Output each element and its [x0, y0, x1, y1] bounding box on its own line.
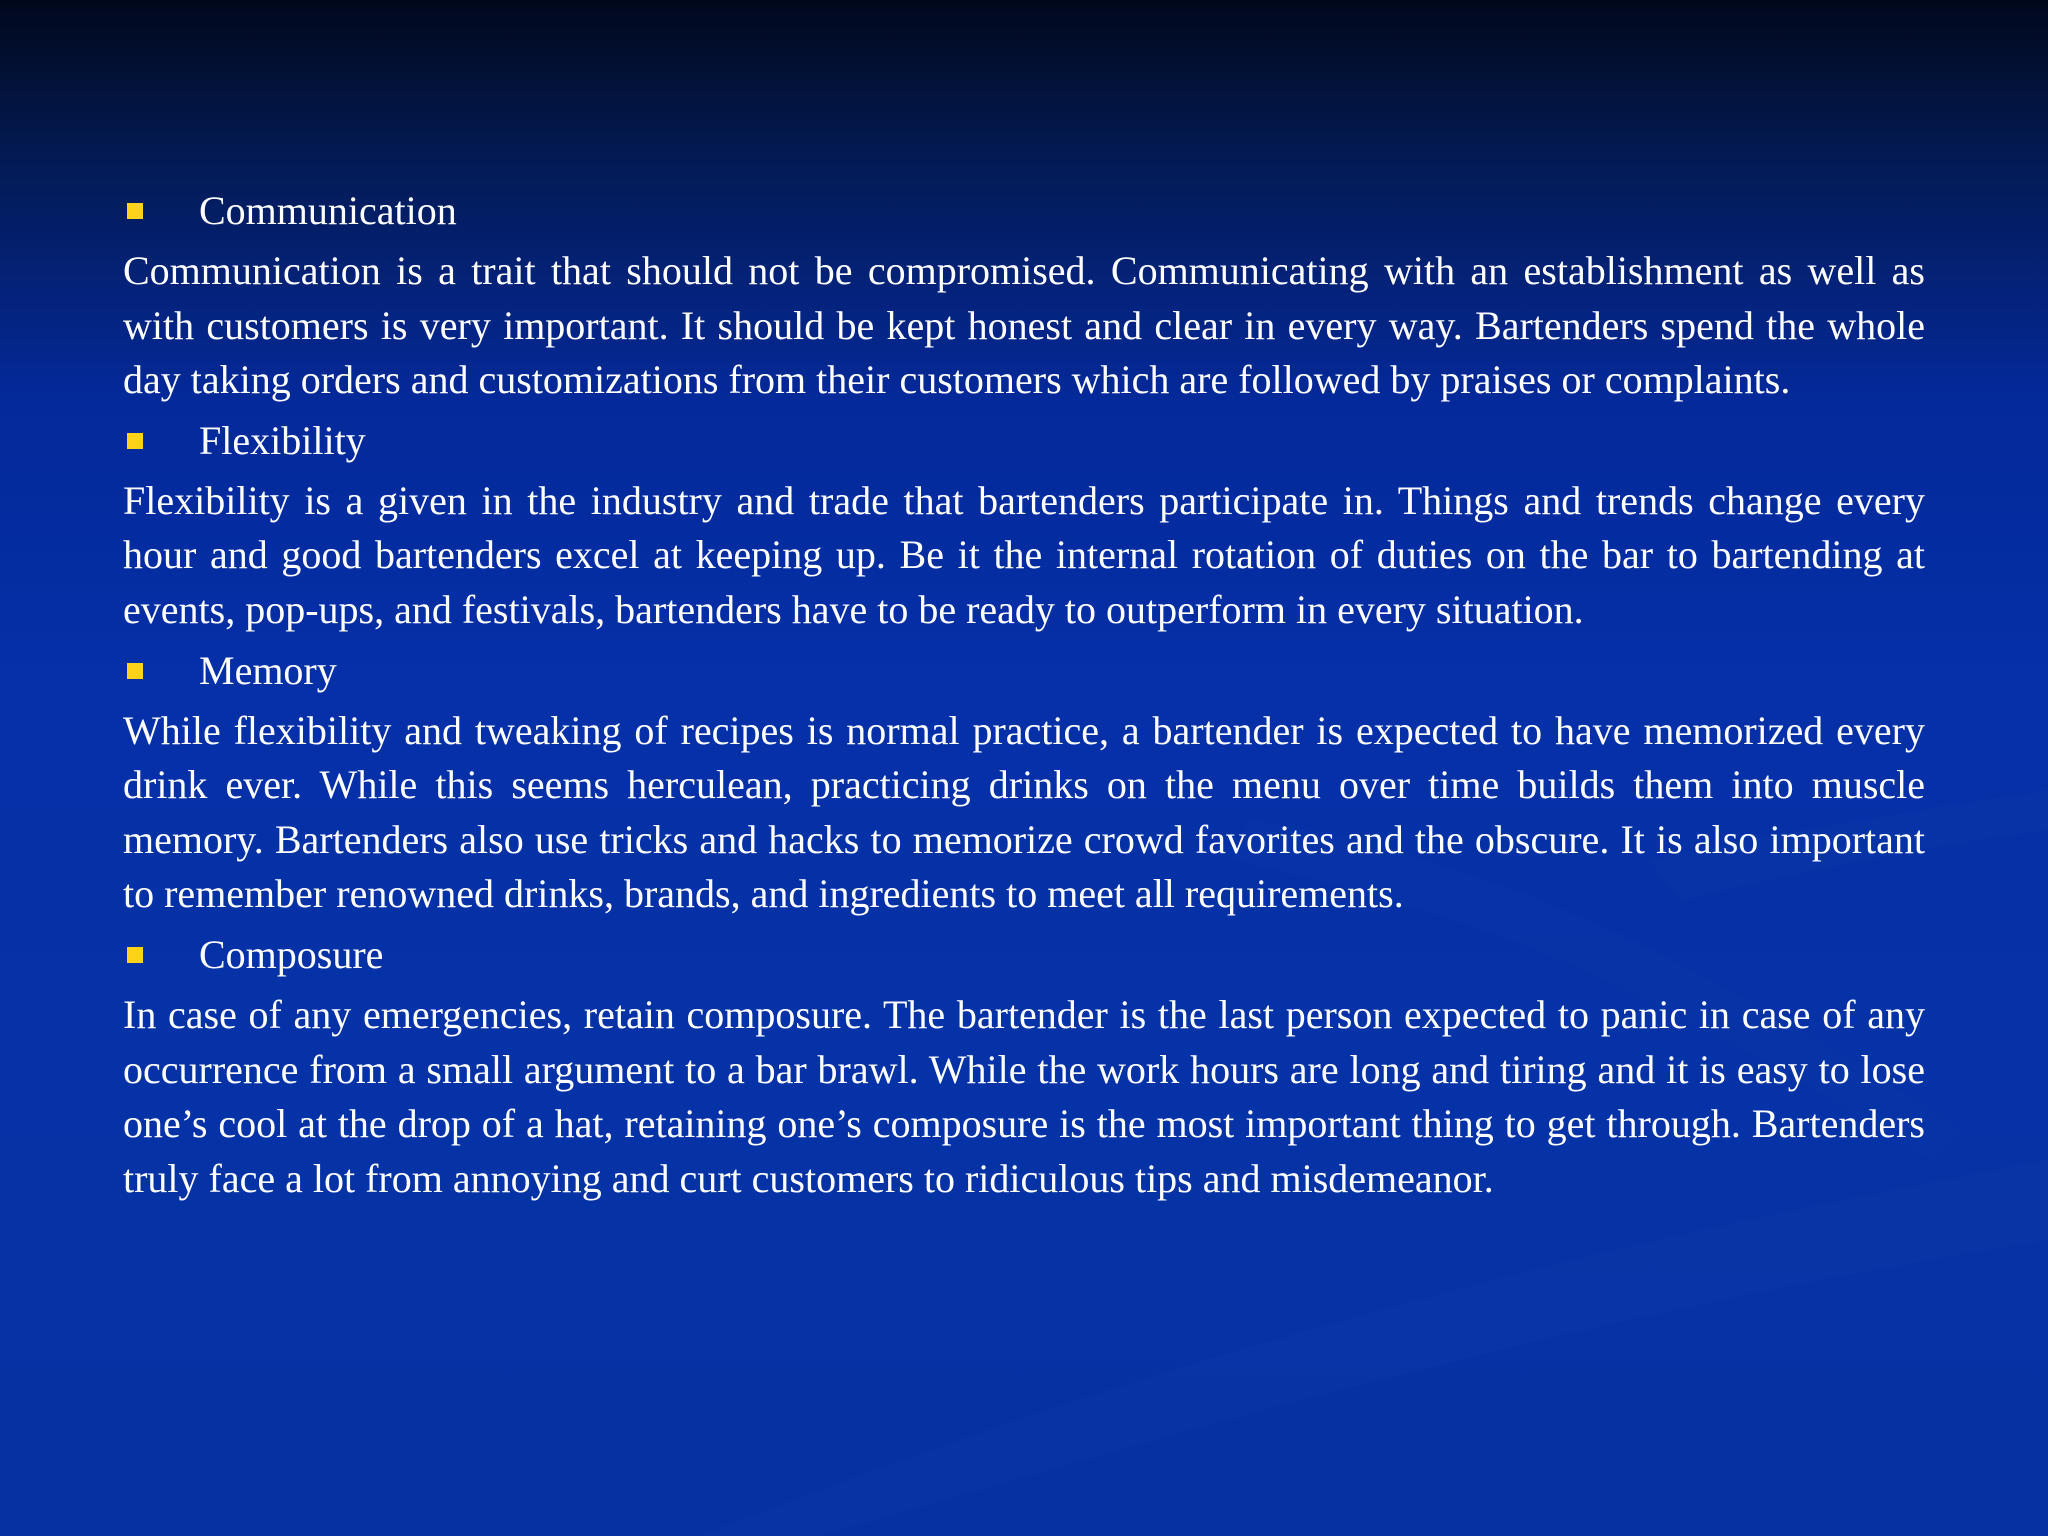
square-bullet-icon [127, 203, 143, 219]
heading-text: Memory [199, 647, 337, 693]
section-heading-flexibility [123, 408, 1925, 474]
square-bullet-icon [127, 663, 143, 679]
section-body-memory: While flexibility and tweaking of recipes is normal practice, a bartender is expected to have memorized every drink ever. While this seems herculean, practicing drinks on the menu over time builds them into muscle memory. Bartenders also use tricks and hacks to memorize crowd favorites and the obscure. It is also important to remember renowned drinks, brands, and ingredients to meet all requirements. [123, 707, 1925, 917]
section-heading-communication [123, 178, 1925, 244]
square-bullet-icon [127, 433, 143, 449]
square-bullet-icon [127, 947, 143, 963]
section-heading-memory [123, 638, 1925, 704]
heading-text: Composure [199, 931, 384, 977]
section-body-communication: Communication is a trait that should not be compromised. Communicating with an establishment as well as with customers is very important. It should be kept honest and clear in every way. Bartenders spend the whole day taking orders and customizations from their customers which are followed by praises or complaints. [123, 248, 1925, 403]
heading-text: Flexibility [199, 417, 366, 463]
section-heading-composure [123, 922, 1925, 988]
slide-content [123, 178, 1925, 1206]
heading-text: Communication [199, 188, 457, 233]
section-body-composure: In case of any emergencies, retain composure. The bartender is the last person expected to panic in case of any occurrence from a small argument to a bar brawl. While the work hours are long and tiring and it is easy to lose one’s cool at the drop of a hat, retaining one’s composure is the most important thing to get through. Bartenders truly face a lot from annoying and curt customers to ridiculous tips and misdemeanor. [123, 991, 1925, 1201]
section-body-flexibility: Flexibility is a given in the industry and trade that bartenders participate in. Things and trends change every hour and good bartenders excel at keeping up. Be it the internal rotation of duties on the bar to bartending at events, pop-ups, and festivals, bartenders have to be ready to outperform in every situation. [123, 477, 1925, 632]
